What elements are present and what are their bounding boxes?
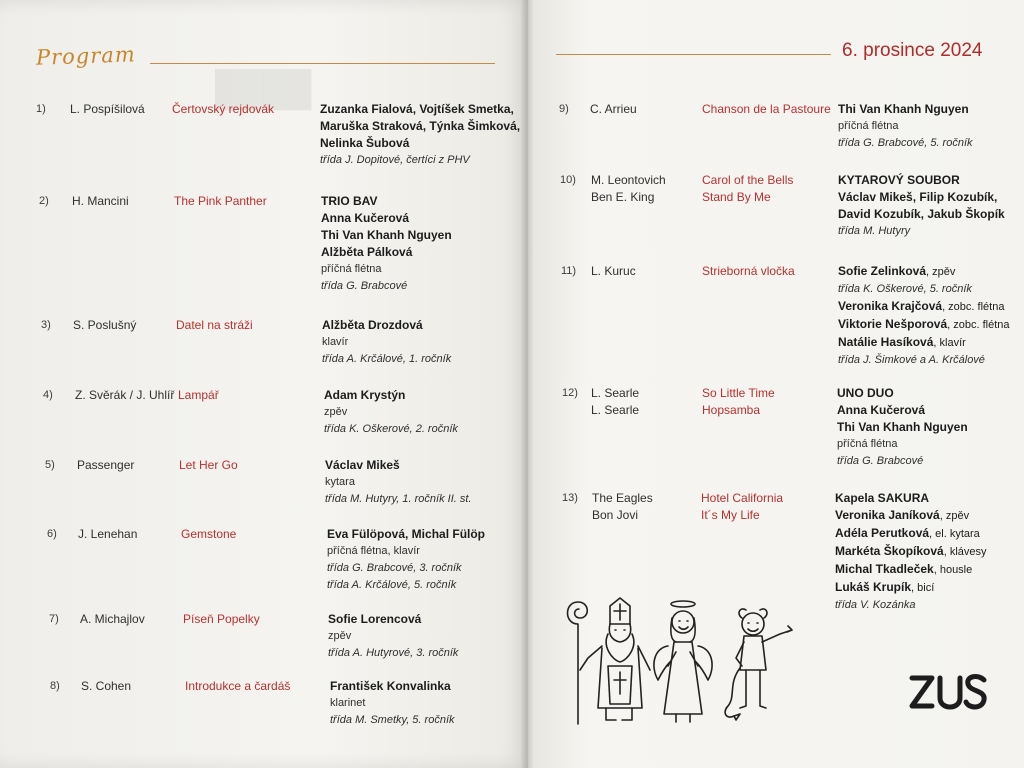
performer-name: Thi Van Khanh Nguyen	[837, 420, 968, 434]
performer-with-instrument	[838, 298, 1010, 316]
teacher-class: třída J. Šimkové a A. Krčálové	[838, 354, 985, 366]
performer-instrument: , zpěv	[939, 510, 970, 522]
performer-name: Thi Van Khanh Nguyen	[321, 228, 452, 242]
teacher-class: třída A. Krčálové, 1. ročník	[322, 353, 452, 365]
show-through-shape: ████	[215, 70, 312, 108]
performers-block	[837, 385, 968, 470]
performer-with-instrument	[838, 263, 1010, 281]
performers-block	[838, 101, 973, 152]
piece-title: Čertovský rejdovák	[172, 102, 275, 116]
instrument: příčná flétna	[838, 120, 899, 132]
performer-name: Adéla Perutková	[835, 526, 930, 540]
item-number: 5)	[45, 459, 55, 471]
composer-name: Passenger	[77, 458, 135, 472]
performer-instrument: , klávesy	[943, 546, 987, 558]
performers-block	[320, 101, 520, 169]
item-number: 4)	[43, 389, 53, 401]
item-number: 13)	[562, 492, 578, 504]
performer-name: Anna Kučerová	[321, 211, 410, 225]
performer-name: Markéta Škopíková	[835, 544, 944, 558]
header-rule-right	[556, 54, 831, 55]
performer-name: TRIO BAV	[321, 194, 378, 208]
header-rule-left	[150, 63, 495, 64]
teacher-class: třída J. Dopitové, čertíci z PHV	[320, 154, 470, 166]
performer-name: Václav Mikeš, Filip Kozubík,	[838, 190, 998, 204]
program-script-heading: Program	[35, 42, 137, 70]
item-number: 6)	[47, 528, 57, 540]
composer-name: A. Michajlov	[80, 612, 145, 626]
performer-name: Veronika Krajčová	[838, 299, 943, 313]
composer-name: L. Kuruc	[591, 264, 636, 278]
performer-name: Adam Krystýn	[324, 388, 406, 402]
instrument: klavír	[322, 336, 349, 348]
composer-name: S. Cohen	[81, 679, 132, 693]
performer-name: Eva Fülöpová, Michal Fülöp	[327, 527, 486, 541]
piece-title: So Little Time	[702, 386, 775, 400]
instrument: příčná flétna	[837, 438, 898, 450]
teacher-class: třída A. Hutyrové, 3. ročník	[328, 647, 459, 659]
item-number: 8)	[50, 680, 60, 692]
teacher-class: třída V. Kozánka	[835, 599, 916, 611]
teacher-class: třída M. Smetky, 5. ročník	[330, 714, 455, 726]
performers-block	[838, 172, 1005, 240]
piece-title: Let Her Go	[179, 458, 238, 472]
teacher-class: třída G. Brabcové, 5. ročník	[838, 137, 973, 149]
teacher-class: třída M. Hutyry, 1. ročník II. st.	[325, 493, 472, 505]
performer-name: Lukáš Krupík	[835, 580, 912, 594]
composer-name: L. Searle	[591, 386, 640, 400]
item-number: 3)	[41, 319, 51, 331]
performer-with-instrument	[835, 525, 987, 543]
composer-name: S. Poslušný	[73, 318, 137, 332]
performer-name: Václav Mikeš	[325, 458, 400, 472]
composer-name: M. Leontovich	[591, 173, 666, 187]
performer-instrument: , zobc. flétna	[942, 301, 1005, 313]
piece-title: Píseň Popelky	[183, 612, 260, 626]
piece-title: Gemstone	[181, 527, 237, 541]
teacher-class: třída G. Brabcové	[837, 455, 924, 467]
performer-name: Alžběta Pálková	[321, 245, 413, 259]
composer-name: L. Searle	[591, 403, 640, 417]
performers-block	[330, 678, 455, 729]
performer-name: Michal Tkadleček	[835, 562, 934, 576]
performer-with-instrument	[835, 579, 987, 597]
performers-block	[327, 526, 485, 594]
item-number: 1)	[36, 103, 46, 115]
performer-name: Zuzanka Fialová, Vojtíšek Smetka,	[320, 102, 514, 116]
performer-name: Natálie Hasíková	[838, 335, 934, 349]
performer-with-instrument	[835, 561, 987, 579]
performer-name: Kapela SAKURA	[835, 491, 930, 505]
performer-instrument: , bicí	[911, 582, 935, 594]
performer-instrument: , zobc. flétna	[947, 319, 1010, 331]
performers-block	[322, 317, 451, 368]
instrument: příčná flétna, klavír	[327, 545, 420, 557]
performer-name: KYTAROVÝ SOUBOR	[838, 173, 960, 187]
piece-title: It´s My Life	[701, 508, 760, 522]
item-number: 9)	[559, 103, 569, 115]
performers-block	[328, 611, 458, 662]
performer-name: David Kozubík, Jakub Škopík	[838, 207, 1005, 221]
piece-title: Chanson de la Pastoure	[702, 102, 831, 116]
composer-name: Z. Svěrák / J. Uhlíř	[75, 388, 175, 402]
piece-title: Datel na stráži	[176, 318, 253, 332]
teacher-class: třída K. Oškerové, 5. ročník	[838, 283, 972, 295]
nicholas-angel-devil-illustration	[558, 596, 818, 726]
teacher-class: třída K. Oškerové, 2. ročník	[324, 423, 458, 435]
instrument: klarinet	[330, 697, 366, 709]
item-number: 12)	[562, 387, 578, 399]
performers-block	[325, 457, 472, 508]
performer-name: Thi Van Khanh Nguyen	[838, 102, 969, 116]
performer-name: Anna Kučerová	[837, 403, 926, 417]
concert-date: 6. prosince 2024	[842, 40, 983, 61]
performer-with-instrument	[835, 507, 987, 525]
item-number: 11)	[561, 265, 577, 277]
performers-block	[838, 263, 1010, 369]
instrument: kytara	[325, 476, 355, 488]
performer-name: Viktorie Nešporová	[838, 317, 948, 331]
piece-title: Introdukce a čardáš	[185, 679, 291, 693]
performer-instrument: , housle	[933, 564, 973, 576]
performer-name: Alžběta Drozdová	[322, 318, 423, 332]
piece-title: Stand By Me	[702, 190, 771, 204]
teacher-class: třída G. Brabcové	[321, 280, 408, 292]
booklet-fold	[520, 0, 534, 768]
performer-with-instrument	[835, 543, 987, 561]
performers-block	[835, 490, 987, 614]
zus-logo	[906, 670, 990, 714]
teacher-class: třída M. Hutyry	[838, 225, 911, 237]
performer-instrument: , klavír	[933, 337, 966, 349]
performer-with-instrument	[838, 334, 1010, 352]
piece-title: Lampář	[178, 388, 219, 402]
piece-title: The Pink Panther	[174, 194, 267, 208]
instrument: příčná flétna	[321, 263, 382, 275]
piece-title: Carol of the Bells	[702, 173, 794, 187]
composer-name: Bon Jovi	[592, 508, 639, 522]
performer-name: Veronika Janíková	[835, 508, 940, 522]
teacher-class: třída A. Krčálové, 5. ročník	[327, 579, 457, 591]
instrument: zpěv	[328, 630, 352, 642]
item-number: 2)	[39, 195, 49, 207]
performer-name: Nelinka Šubová	[320, 136, 410, 150]
composer-name: L. Pospíšilová	[70, 102, 145, 116]
composer-name: The Eagles	[592, 491, 653, 505]
instrument: zpěv	[324, 406, 348, 418]
composer-name: J. Lenehan	[78, 527, 138, 541]
performer-with-instrument	[838, 316, 1010, 334]
teacher-class: třída G. Brabcové, 3. ročník	[327, 562, 462, 574]
performer-name: Maruška Straková, Týnka Šimková,	[320, 119, 521, 133]
performer-name: UNO DUO	[837, 386, 894, 400]
performer-instrument: , el. kytara	[929, 528, 980, 540]
performers-block	[321, 193, 452, 295]
piece-title: Strieborná vločka	[702, 264, 795, 278]
item-number: 7)	[49, 613, 59, 625]
performer-name: Sofie Lorencová	[328, 612, 422, 626]
composer-name: Ben E. King	[591, 190, 655, 204]
performer-name: Sofie Zelinková	[838, 264, 927, 278]
piece-title: Hopsamba	[702, 403, 761, 417]
item-number: 10)	[560, 174, 576, 186]
composer-name: C. Arrieu	[590, 102, 637, 116]
composer-name: H. Mancini	[72, 194, 129, 208]
performer-instrument: , zpěv	[926, 266, 956, 278]
performers-block	[324, 387, 458, 438]
piece-title: Hotel California	[701, 491, 784, 505]
performer-name: František Konvalinka	[330, 679, 451, 693]
